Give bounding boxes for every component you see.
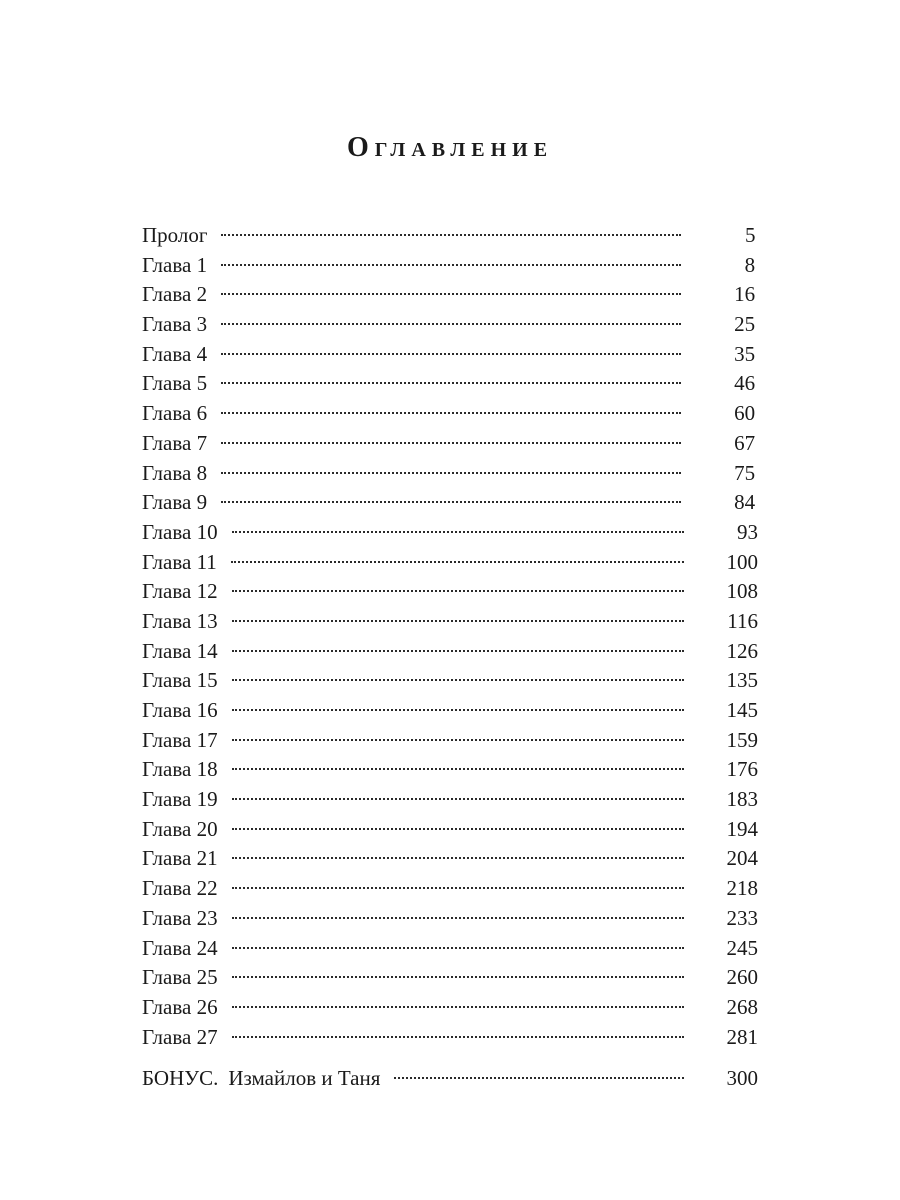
toc-entry-page: 204 xyxy=(726,846,758,871)
toc-entry-label: Глава 1 xyxy=(142,252,208,277)
toc-entry-page: 35 xyxy=(734,341,756,366)
toc-entry-page: 116 xyxy=(727,608,758,633)
toc-entry xyxy=(142,221,758,251)
toc-entry-label: Глава 6 xyxy=(142,401,208,426)
toc-entry-page: 245 xyxy=(726,935,758,960)
toc-entry-page: 183 xyxy=(726,787,758,812)
toc-entry-label: Глава 19 xyxy=(142,787,218,812)
toc-entry xyxy=(142,726,758,756)
dot-leader xyxy=(221,264,681,266)
toc-entry xyxy=(142,844,758,874)
table-of-contents xyxy=(142,221,758,1094)
dot-leader xyxy=(221,234,681,236)
toc-entry xyxy=(142,874,758,904)
toc-entry xyxy=(142,666,758,696)
toc-entry-page: 194 xyxy=(726,816,758,841)
toc-entry xyxy=(142,934,758,964)
toc-entry xyxy=(142,459,758,489)
toc-entry-page: 126 xyxy=(726,638,758,663)
toc-entry-page: 159 xyxy=(726,727,758,752)
toc-entry xyxy=(142,548,758,578)
toc-entry-label: Глава 7 xyxy=(142,430,208,455)
toc-bonus-entry xyxy=(142,1064,758,1094)
toc-entry-label: Глава 20 xyxy=(142,816,218,841)
toc-entry-label: Глава 12 xyxy=(142,579,218,604)
toc-entry-label: Глава 10 xyxy=(142,519,218,544)
dot-leader xyxy=(221,353,681,355)
toc-entry-label: Глава 3 xyxy=(142,312,208,337)
toc-entry-page: 100 xyxy=(726,549,758,574)
toc-entry-label: Глава 13 xyxy=(142,608,218,633)
toc-entry-page: 218 xyxy=(726,876,758,901)
toc-entry xyxy=(142,637,758,667)
toc-entry-label: Глава 14 xyxy=(142,638,218,663)
toc-entry-label: Глава 9 xyxy=(142,490,208,515)
dot-leader xyxy=(221,472,681,474)
toc-entry-label: Глава 5 xyxy=(142,371,208,396)
toc-entry xyxy=(142,399,758,429)
toc-entry xyxy=(142,815,758,845)
toc-entry-page: 268 xyxy=(726,994,758,1019)
dot-leader xyxy=(221,412,681,414)
toc-entry-label: Глава 4 xyxy=(142,341,208,366)
dot-leader xyxy=(232,857,684,859)
toc-entry-page: 260 xyxy=(726,965,758,990)
dot-leader xyxy=(232,976,684,978)
dot-leader xyxy=(232,531,684,533)
dot-leader xyxy=(221,323,681,325)
toc-entry-page: 108 xyxy=(726,579,758,604)
dot-leader xyxy=(232,768,684,770)
dot-leader xyxy=(221,293,681,295)
toc-entry xyxy=(142,904,758,934)
toc-entry-label: Глава 11 xyxy=(142,549,217,574)
toc-entry xyxy=(142,1023,758,1053)
toc-entry-page: 281 xyxy=(726,1024,758,1049)
toc-entry-label: Глава 15 xyxy=(142,668,218,693)
toc-entry-page: 8 xyxy=(744,252,756,277)
toc-bonus-title xyxy=(142,1064,380,1094)
toc-entry xyxy=(142,369,758,399)
toc-entry-label: Глава 17 xyxy=(142,727,218,752)
toc-entry-page: 5 xyxy=(744,223,756,247)
dot-leader xyxy=(394,1077,684,1079)
toc-entry xyxy=(142,993,758,1023)
toc-entry xyxy=(142,488,758,518)
toc-entry-page: 135 xyxy=(726,668,758,693)
toc-entry-label: Глава 16 xyxy=(142,698,218,722)
toc-entry-page: 84 xyxy=(734,490,756,515)
toc-entry-page: 145 xyxy=(726,698,758,722)
toc-entry-page: 176 xyxy=(726,757,758,782)
dot-leader xyxy=(232,917,684,919)
page-title: Оглавление xyxy=(346,132,554,163)
toc-entry xyxy=(142,755,758,785)
toc-entry xyxy=(142,310,758,340)
toc-entry-label: Глава 23 xyxy=(142,905,218,930)
dot-leader xyxy=(232,828,684,830)
toc-entry xyxy=(142,429,758,459)
toc-entry-page: 233 xyxy=(726,905,758,930)
toc-entry-page: 67 xyxy=(734,430,756,455)
toc-entry-label: Глава 24 xyxy=(142,935,218,960)
toc-entry-label: Глава 18 xyxy=(142,757,218,782)
dot-leader xyxy=(231,561,684,563)
dot-leader xyxy=(232,620,684,622)
toc-entry-label: Глава 22 xyxy=(142,876,218,901)
toc-entry xyxy=(142,963,758,993)
dot-leader xyxy=(221,442,681,444)
toc-bonus-label: БОНУС. xyxy=(142,1066,219,1091)
toc-entry-label: Глава 25 xyxy=(142,965,218,990)
dot-leader xyxy=(232,1036,684,1038)
dot-leader xyxy=(232,590,684,592)
toc-entry-label: Глава 8 xyxy=(142,460,208,485)
toc-entry xyxy=(142,785,758,815)
dot-leader xyxy=(221,382,681,384)
dot-leader xyxy=(232,679,684,681)
toc-entry xyxy=(142,340,758,370)
toc-entry-page: 25 xyxy=(734,312,756,337)
dot-leader xyxy=(232,947,684,949)
toc-bonus-page: 300 xyxy=(726,1066,758,1091)
toc-entry-label: Пролог xyxy=(142,223,208,247)
dot-leader xyxy=(232,1006,684,1008)
toc-entry-label: Глава 26 xyxy=(142,994,218,1019)
dot-leader xyxy=(232,739,684,741)
dot-leader xyxy=(232,709,684,711)
dot-leader xyxy=(232,650,684,652)
dot-leader xyxy=(232,798,684,800)
toc-entry-page: 46 xyxy=(734,371,756,396)
toc-entry-label: Глава 27 xyxy=(142,1024,218,1049)
dot-leader xyxy=(221,501,681,503)
toc-entry xyxy=(142,607,758,637)
toc-entry xyxy=(142,577,758,607)
toc-entry xyxy=(142,518,758,548)
toc-entry-label: Глава 2 xyxy=(142,282,208,307)
toc-entry-page: 93 xyxy=(737,519,758,544)
toc-entry-page: 75 xyxy=(734,460,756,485)
dot-leader xyxy=(232,887,684,889)
toc-entry xyxy=(142,280,758,310)
toc-entry-page: 60 xyxy=(734,401,756,426)
toc-entry xyxy=(142,696,758,726)
toc-entry xyxy=(142,251,758,281)
toc-entry-label: Глава 21 xyxy=(142,846,218,871)
toc-entry-page: 16 xyxy=(734,282,756,307)
toc-bonus-subtitle: Измайлов и Таня xyxy=(228,1066,381,1091)
